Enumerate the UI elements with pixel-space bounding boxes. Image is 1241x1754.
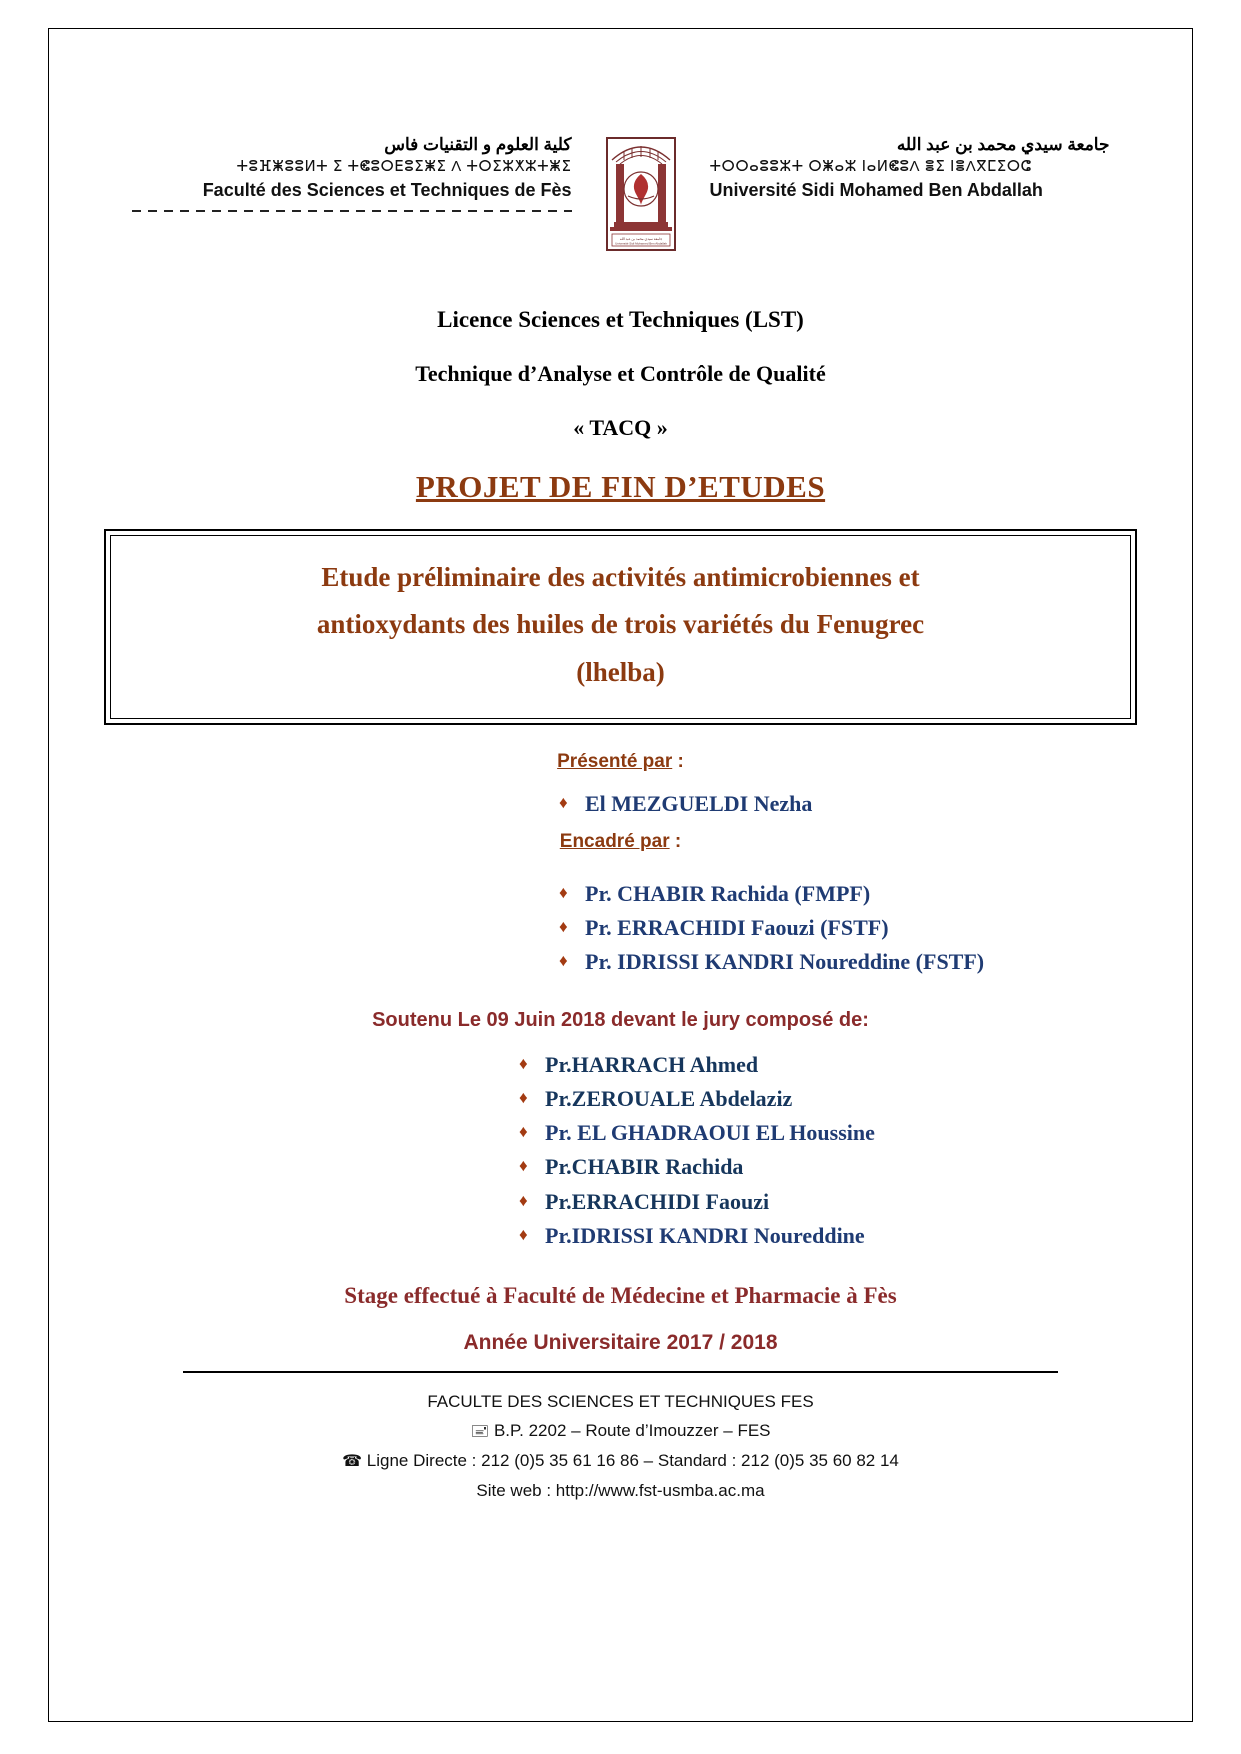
supervisor-name: Pr. CHABIR Rachida (FMPF) xyxy=(585,880,871,906)
supervised-by-colon: : xyxy=(669,830,682,852)
footer-website: Site web : http://www.fst-usmba.ac.ma xyxy=(476,1481,765,1501)
subject-line-2: antioxydants des huiles de trois variétés du Fenugrec xyxy=(316,609,925,640)
jury-list xyxy=(519,1048,1019,1253)
list-item xyxy=(519,1082,1019,1116)
faculty-name-french: Faculté des Sciences et Techniques de Fès xyxy=(202,180,572,200)
list-item xyxy=(519,1048,1019,1082)
footer-phones: Ligne Directe : 212 (0)5 35 61 16 86 – Standard : 212 (0)5 35 60 82 14 xyxy=(366,1451,899,1471)
document-page xyxy=(48,28,1193,1722)
diamond-bullet-icon: ♦ xyxy=(519,1190,528,1210)
diamond-bullet-icon: ♦ xyxy=(519,1054,528,1074)
university-seal-logo xyxy=(590,134,692,259)
jury-member-name: Pr.CHABIR Rachida xyxy=(545,1154,744,1180)
faculty-name-arabic: كلية العلوم و التقنيات فاس xyxy=(384,135,572,154)
student-name: El MEZGUELDI Nezha xyxy=(585,790,813,816)
list-item xyxy=(519,1185,1019,1219)
list-item xyxy=(559,877,1119,911)
list-item xyxy=(559,945,1119,979)
supervised-by-label: Encadré par xyxy=(559,830,670,852)
header-dashed-rule-left xyxy=(132,208,572,214)
jury-member-name: Pr.ZEROUALE Abdelaziz xyxy=(545,1086,793,1112)
mail-icon: 🖃 xyxy=(470,1423,490,1441)
list-item xyxy=(519,1219,1019,1253)
diamond-bullet-icon: ♦ xyxy=(559,916,568,936)
list-item xyxy=(519,1150,1019,1184)
list-item xyxy=(519,1116,1019,1150)
academic-year: Année Universitaire 2017 / 2018 xyxy=(463,1330,778,1354)
jury-member-name: Pr.ERRACHIDI Faouzi xyxy=(545,1188,770,1214)
project-label: PROJET DE FIN D’ETUDES xyxy=(415,469,826,504)
student-list xyxy=(559,787,989,821)
specialty-title: Technique d’Analyse et Contrôle de Qualité xyxy=(415,361,826,386)
document-footer xyxy=(104,1387,1137,1507)
diamond-bullet-icon: ♦ xyxy=(519,1224,528,1244)
presented-by-heading xyxy=(104,751,1137,773)
specialty-abbreviation: « TACQ » xyxy=(573,415,668,440)
subject-title-box xyxy=(104,529,1137,725)
diamond-bullet-icon: ♦ xyxy=(559,792,568,812)
defense-line: Soutenu Le 09 Juin 2018 devant le jury composé de: xyxy=(372,1009,869,1032)
degree-title: Licence Sciences et Techniques (LST) xyxy=(437,307,804,332)
university-identity-block xyxy=(710,134,1110,202)
diamond-bullet-icon: ♦ xyxy=(559,951,568,971)
diamond-bullet-icon: ♦ xyxy=(519,1122,528,1142)
diamond-bullet-icon: ♦ xyxy=(519,1156,528,1176)
footer-divider xyxy=(183,1371,1058,1373)
supervisor-name: Pr. IDRISSI KANDRI Noureddine (FSTF) xyxy=(585,949,985,975)
university-name-tifinagh: ⵜⵔⵔⴰⵓⵓⵣⵜ ⵔⵥⴰⵣ ⵏⴰⵍⵞⵓɅ ⴻⵉ ⵏⴻɅⴳⵎⵉⵔⵛ xyxy=(709,158,1032,176)
jury-member-name: Pr.IDRISSI KANDRI Noureddine xyxy=(545,1222,865,1248)
supervisor-name: Pr. ERRACHIDI Faouzi (FSTF) xyxy=(585,914,889,940)
subject-line-3: (lhelba) xyxy=(576,656,665,687)
svg-text:جامعة سيدي محمد بن عبد الله: جامعة سيدي محمد بن عبد الله xyxy=(619,237,662,241)
list-item xyxy=(559,787,989,821)
svg-text:Université Sidi Mohamed Ben Ab: Université Sidi Mohamed Ben Abdallah xyxy=(614,241,667,246)
internship-line: Stage effectué à Faculté de Médecine et Pharmacie à Fès xyxy=(344,1282,897,1308)
supervisor-list xyxy=(559,877,1119,979)
list-item xyxy=(559,911,1119,945)
faculty-name-tifinagh: ⵜⵓⴼⵥⵓⵓⵍⵜ ⵉ ⵜⵞⵓⵔⴹⵓⵉⵥⵉ Ʌ ⵜⵔⵉⵣⵅⵣⵜⵥⵉ xyxy=(236,158,572,176)
subject-line-1: Etude préliminaire des activités antimicrobiennes et xyxy=(321,562,920,592)
supervised-by-heading xyxy=(104,831,1137,853)
telephone-icon: ☎ xyxy=(342,1453,363,1471)
jury-member-name: Pr. EL GHADRAOUI EL Houssine xyxy=(545,1120,875,1146)
presented-by-colon: : xyxy=(672,750,684,772)
footer-address: B.P. 2202 – Route d’Imouzzer – FES xyxy=(493,1421,771,1441)
jury-member-name: Pr.HARRACH Ahmed xyxy=(545,1052,759,1078)
presented-by-label: Présenté par xyxy=(557,750,673,772)
footer-institution: FACULTE DES SCIENCES ET TECHNIQUES FES xyxy=(427,1391,814,1411)
university-name-french: Université Sidi Mohamed Ben Abdallah xyxy=(709,180,1043,200)
faculty-identity-block xyxy=(132,134,572,214)
university-name-arabic: جامعة سيدي محمد بن عبد الله xyxy=(896,135,1110,154)
document-header xyxy=(104,134,1137,259)
diamond-bullet-icon: ♦ xyxy=(519,1088,528,1108)
diamond-bullet-icon: ♦ xyxy=(559,882,568,902)
